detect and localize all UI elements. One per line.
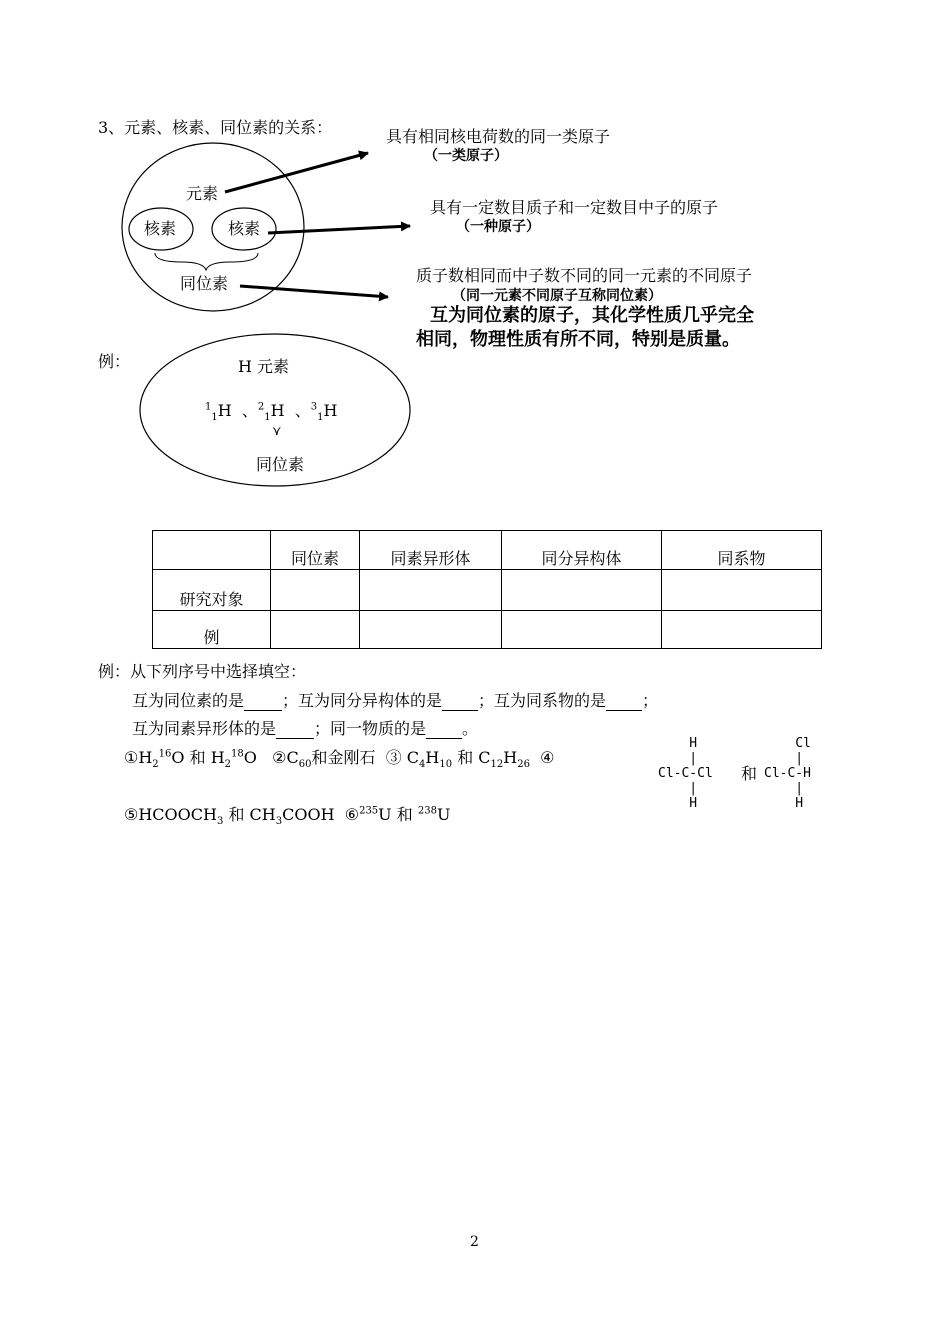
and-text: 和 [741,764,758,783]
table-cell[interactable] [662,570,822,611]
table-row [153,570,822,611]
and-text: 和 [457,748,474,767]
table-header-cell [153,531,271,570]
option-3-prefix: ③ C [385,748,420,767]
blank-isotope[interactable] [244,691,282,711]
structural-formula-left: H | Cl-C-Cl | H [658,736,713,811]
isotope-property-line2: 相同，物理性质有所不同，特别是质量。 [416,329,740,350]
table-header-cell: 同系物 [662,531,822,570]
arrow-nuclide [268,226,410,233]
table-header-cell: 同分异构体 [502,531,662,570]
q-isomer: ；互为同分异构体的是 [282,691,443,710]
cooh-suffix: COOH [282,805,335,824]
and-text: 和 [396,805,413,824]
exercise-intro: 例：从下列序号中选择填空： [98,662,307,681]
isotope-property-line1: 互为同位素的原子，其化学性质几乎完全 [430,305,754,326]
down-caret-icon: ⋎ [272,424,282,439]
table-header-row [153,531,822,570]
section-title: 3、元素、核素、同位素的关系： [98,118,333,137]
table-cell[interactable] [662,611,822,649]
blank-same[interactable] [426,719,462,739]
ch3cooh-prefix: CH [249,805,276,824]
and-text: 和 [189,748,206,767]
blank-isomer[interactable] [442,691,478,711]
option-line2: $⑤HCOOCH_3$ 和 $CH_3COOH$ ⑥$^{235}$U 和 $^{238}$U [124,805,451,828]
table-cell: 例 [153,611,271,649]
option-5-prefix: ⑤HCOOCH [124,805,217,824]
table-header-cell: 同素异形体 [360,531,502,570]
option-6-prefix: ⑥ [344,805,360,824]
page-number: 2 [470,1234,479,1250]
table-cell[interactable] [271,611,360,649]
table-row [153,611,822,649]
semicolon: ； [642,691,659,710]
element-definition: 具有相同核电荷数的同一类原子 [386,127,611,146]
table-cell[interactable] [360,570,502,611]
table-cell[interactable] [502,570,662,611]
blank-allotrope[interactable] [276,719,314,739]
and-text: 和 [311,748,328,767]
nuclide-left-label: 核素 [144,219,177,238]
hydrogen-isotopes: $^1_1$H 、$^2_1$H 、$^3_1$H [205,401,338,424]
isotope-brace [155,253,258,270]
blank-homolog[interactable] [606,691,642,711]
example-isotope-label: 同位素 [256,455,305,474]
option-2-prefix: ②C [272,748,299,767]
structural-formula-right: Cl | Cl-C-H | H [764,736,811,811]
h-element-label: H 元素 [238,357,290,376]
diamond-text: 金刚石 [327,748,376,767]
table-cell[interactable] [271,570,360,611]
nuclide-definition: 具有一定数目质子和一定数目中子的原子 [430,198,719,217]
option-line1: $①H_2^{16}O$ 和 $H_2^{18}O$ $②C_{60}$和金刚石 ③ $C_4H_{10}$ 和 $C_{12}H_{26}$ ④ [124,748,555,771]
comparison-table [152,530,822,649]
nuclide-right-label: 核素 [228,219,261,238]
arrow-isotope [240,286,388,297]
example-label: 例： [98,352,131,371]
arrow-element [225,153,368,192]
and-text: 和 [228,805,245,824]
isotope-definition-note: （同一元素不同原子互称同位素） [452,288,662,304]
isotope-definition: 质子数相同而中子数不同的同一元素的不同原子 [416,266,753,285]
exercise-question-line1 [132,691,658,711]
table-cell: 研究对象 [153,570,271,611]
q-isotope: 互为同位素的是 [132,691,245,710]
nuclide-definition-note: （一种原子） [456,219,540,235]
q-same: ；同一物质的是 [314,719,427,738]
element-definition-note: （一类原子） [424,148,508,164]
q-allotrope: 互为同素异形体的是 [132,719,277,738]
table-cell[interactable] [502,611,662,649]
q-homolog: ；互为同系物的是 [478,691,607,710]
period: 。 [462,719,479,738]
isotope-label: 同位素 [180,274,229,293]
element-label: 元素 [186,184,219,203]
exercise-question-line2 [132,719,478,739]
table-header-cell: 同位素 [271,531,360,570]
table-cell[interactable] [360,611,502,649]
